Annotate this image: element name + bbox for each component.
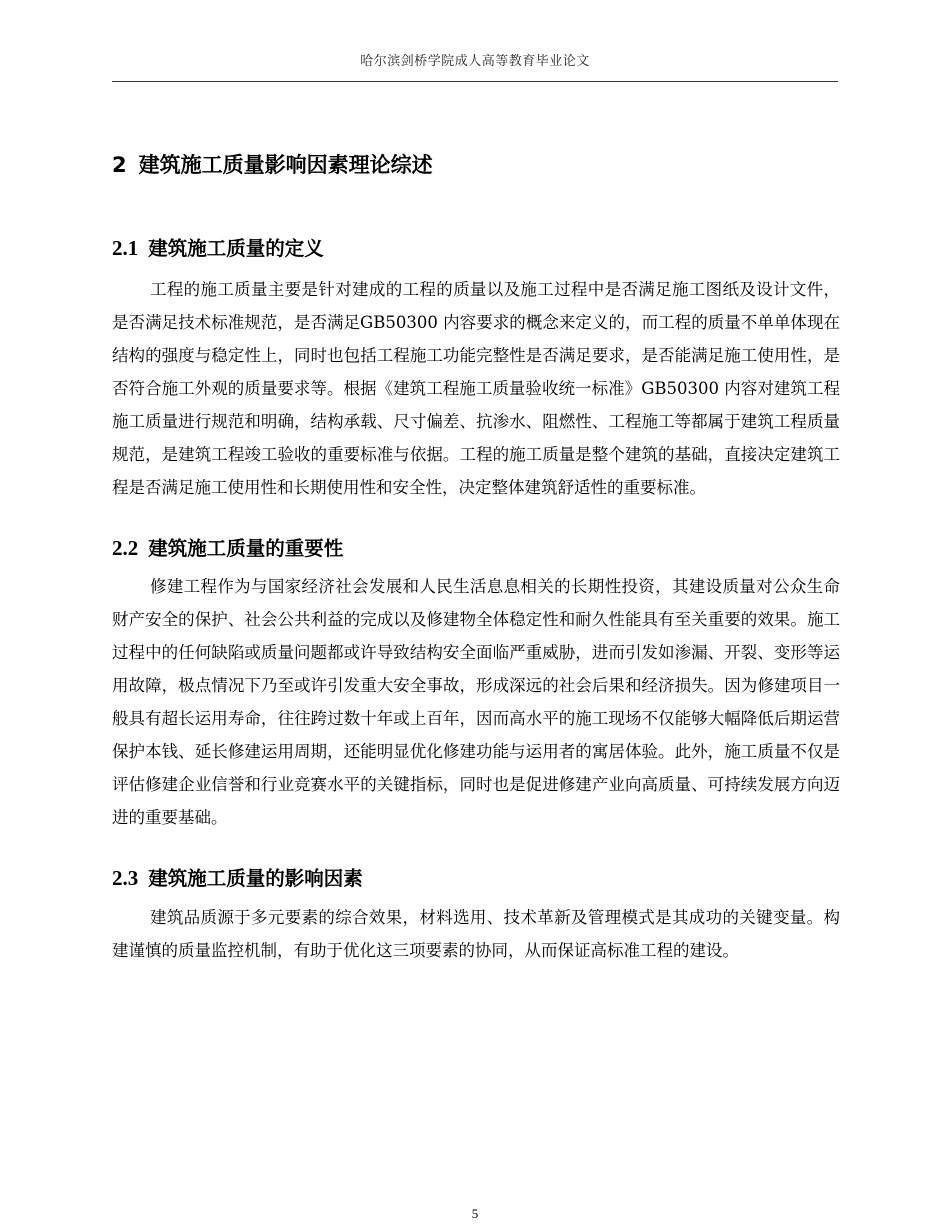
section-paragraph-2-1: 工程的施工质量主要是针对建成的工程的质量以及施工过程中是否满足施工图纸及设计文件，是否满足技术标准规范，是否满足GB50300 内容要求的概念来定义的，而工程的质量不单单体现在结构的强度与稳定性上，同时也包括工程施工功能完整性是否满足要求，是否能满足施工使用性，是否符合施工外观的质量要求等。根据《建筑工程施工质量验收统一标准》GB50300 内容对建筑工程施工质量进行规范和明确，结构承载、尺寸偏差、抗渗水、阻燃性、工程施工等都属于建筑工程质量规范，是建筑工程竣工验收的重要标准与依据。工程的施工质量是整个建筑的基础，直接决定建筑工程是否满足施工使用性和长期使用性和安全性，决定整体建筑舒适性的重要标准。 bbox=[112, 280, 840, 497]
page-number: 5 bbox=[471, 1206, 479, 1221]
section-number: 2.1 bbox=[112, 236, 139, 260]
chapter-title: 建筑施工质量影响因素理论综述 bbox=[138, 153, 433, 177]
section-heading-2-3 bbox=[112, 863, 363, 891]
section-heading-2-2 bbox=[112, 533, 343, 561]
section-title: 建筑施工质量的定义 bbox=[148, 237, 324, 260]
running-header: 哈尔滨剑桥学院成人高等教育毕业论文 bbox=[360, 54, 590, 69]
section-number: 2.3 bbox=[112, 866, 139, 890]
section-paragraph-2-3: 建筑品质源于多元要素的综合效果，材料选用、技术革新及管理模式是其成功的关键变量。构建谨慎的质量监控机制，有助于优化这三项要素的协同，从而保证高标准工程的建设。 bbox=[112, 908, 840, 960]
section-number: 2.2 bbox=[112, 536, 139, 560]
section-title: 建筑施工质量的重要性 bbox=[148, 537, 344, 560]
section-title: 建筑施工质量的影响因素 bbox=[148, 867, 363, 890]
chapter-number: 2 bbox=[112, 153, 127, 177]
header-divider bbox=[112, 81, 838, 82]
chapter-heading bbox=[112, 149, 433, 179]
section-heading-2-1 bbox=[112, 233, 324, 261]
section-paragraph-2-2: 修建工程作为与国家经济社会发展和人民生活息息相关的长期性投资，其建设质量对公众生命财产安全的保护、社会公共利益的完成以及修建物全体稳定性和耐久性能具有至关重要的效果。施工过程中的任何缺陷或质量问题都或许导致结构安全面临严重威胁，进而引发如渗漏、开裂、变形等运用故障，极点情况下乃至或许引发重大安全事故，形成深远的社会后果和经济损失。因为修建项目一般具有超长运用寿命，往往跨过数十年或上百年，因而高水平的施工现场不仅能够大幅降低后期运营保护本钱、延长修建运用周期，还能明显优化修建功能与运用者的寓居体验。此外，施工质量不仅是评估修建企业信誉和行业竞赛水平的关键指标，同时也是促进修建产业向高质量、可持续发展方向迈进的重要基础。 bbox=[112, 577, 840, 827]
